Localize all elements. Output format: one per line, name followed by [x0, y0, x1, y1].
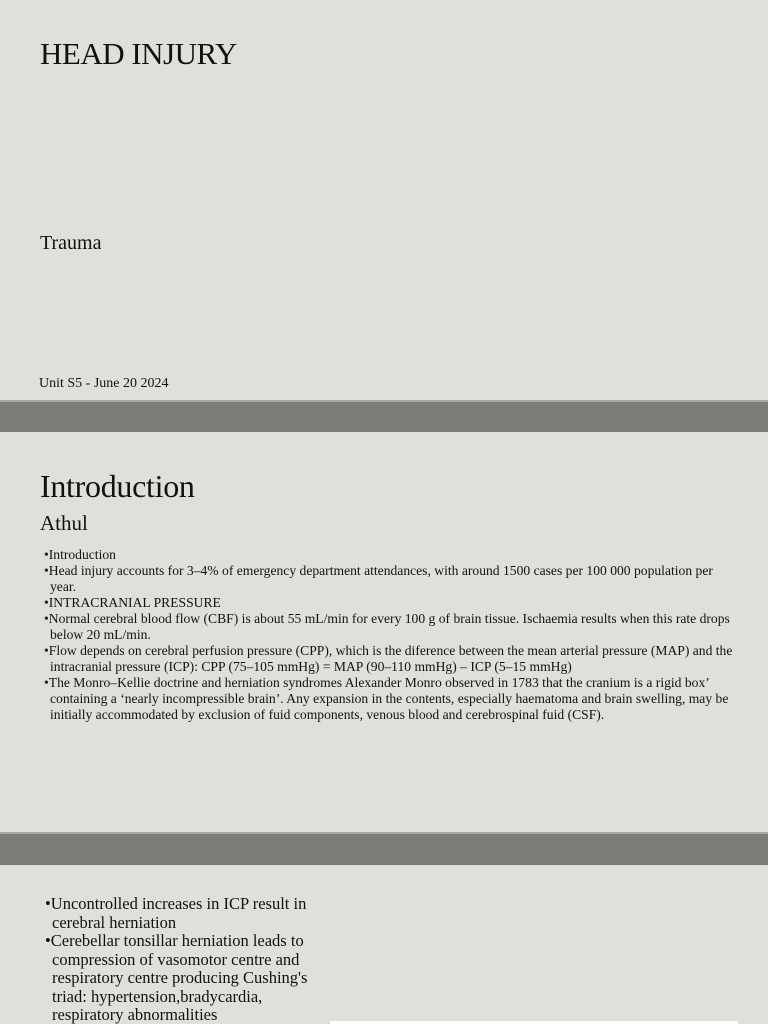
slide-footer: Unit S5 - June 20 2024	[39, 376, 169, 391]
list-item: •Introduction	[44, 547, 116, 562]
list-item: •Flow depends on cerebral perfusion pressure (CPP), which is the diference between the mean arterial pressure (MAP) and the intracranial pressure (ICP): CPP (75–105 mmHg) = MAP (90–110 mmHg) – ICP (5–15 mmHg)	[44, 643, 733, 674]
list-item: •Cerebellar tonsillar herniation leads to compression of vasomotor centre and respiratory centre producing Cushing's triad: hypertension,bradycardia, respiratory abnormalities	[45, 931, 308, 1024]
slide-1	[0, 0, 768, 400]
slide-title: Introduction	[40, 468, 195, 504]
list-item: •Normal cerebral blood flow (CBF) is about 55 mL/min for every 100 g of brain tissue. Ischaemia results when this rate drops below 20 mL/min.	[44, 611, 730, 642]
slide-subtitle: Athul	[40, 511, 88, 535]
slide-2	[0, 432, 768, 832]
slide-3	[0, 865, 768, 1024]
slide-subtitle: Trauma	[40, 232, 102, 254]
slide-divider	[0, 400, 768, 402]
slide-title: HEAD INJURY	[40, 36, 237, 71]
list-item: •Head injury accounts for 3–4% of emergency department attendances, with around 1500 cases per 100 000 population per year.	[44, 563, 713, 594]
list-item: •The Monro–Kellie doctrine and herniation syndromes Alexander Monro observed in 1783 that the cranium is a rigid box’ containing a ‘nearly incompressible brain’. Any expansion in the contents, especially haematoma and brain swelling, may be initially accommodated by exclusion of fuid components, venous blood and cerebrospinal fuid (CSF).	[44, 675, 729, 722]
list-item: •INTRACRANIAL PRESSURE	[44, 595, 221, 610]
bullet-list	[45, 895, 335, 1024]
bullet-list	[44, 547, 734, 723]
slide-divider	[0, 832, 768, 834]
list-item: •Uncontrolled increases in ICP result in cerebral herniation	[45, 894, 307, 932]
